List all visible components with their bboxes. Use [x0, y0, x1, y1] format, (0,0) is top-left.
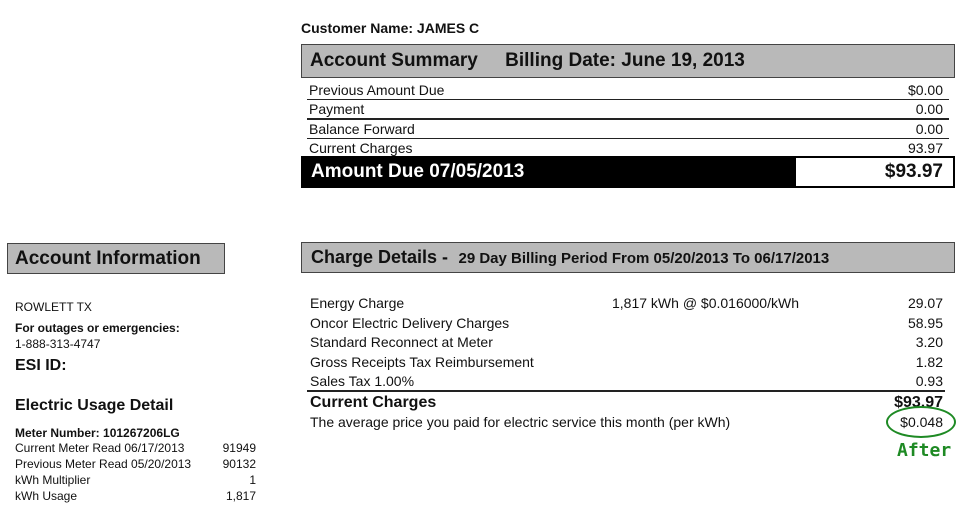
customer-name-line: [301, 20, 479, 36]
charge-row: [310, 314, 943, 332]
charge-row-label: Gross Receipts Tax Reimbursement: [310, 354, 534, 370]
usage-row-label: Current Meter Read 06/17/2013: [15, 441, 185, 455]
outage-label: For outages or emergencies:: [15, 321, 180, 335]
charge-row-label: Oncor Electric Delivery Charges: [310, 315, 510, 331]
charge-row-value: 58.95: [907, 315, 943, 331]
average-price-row: [310, 413, 943, 431]
charge-row: [310, 294, 943, 312]
charges-total-value: $93.97: [894, 394, 943, 411]
charge-row-label: Energy Charge: [310, 295, 405, 311]
usage-row-label: kWh Usage: [15, 489, 78, 503]
charge-row-value: 3.20: [915, 334, 943, 350]
average-price-label: The average price you paid for electric service this month (per kWh): [310, 414, 731, 430]
charge-row-label: Sales Tax 1.00%: [310, 373, 415, 389]
charge-row-label: Standard Reconnect at Meter: [310, 334, 493, 350]
charge-row: [310, 372, 943, 390]
summary-row-label: Previous Amount Due: [309, 82, 445, 98]
usage-row-value: 1,817: [225, 489, 256, 503]
highlight-circle: [886, 406, 956, 438]
charge-row-value: 0.93: [915, 373, 943, 389]
charges-total-row: [310, 393, 943, 413]
charge-row-detail: 1,817 kWh @ $0.016000/kWh: [612, 295, 799, 311]
usage-row-label: Previous Meter Read 05/20/2013: [15, 457, 192, 471]
charge-row: [310, 353, 943, 371]
account-summary-header: [301, 44, 955, 78]
esi-id-label: ESI ID:: [15, 357, 67, 374]
customer-name-value: JAMES C: [416, 20, 480, 36]
amount-due-label-box: [303, 158, 796, 186]
summary-row: [309, 139, 943, 157]
amount-due-label: Amount Due 07/05/2013: [311, 161, 525, 182]
usage-row: [15, 489, 256, 504]
charge-row-value: 1.82: [915, 354, 943, 370]
summary-row-label: Current Charges: [309, 140, 413, 156]
billing-date: Billing Date: June 19, 2013: [505, 50, 745, 71]
summary-row: [309, 120, 943, 138]
usage-row-value: 90132: [222, 457, 256, 471]
summary-row-value: 0.00: [915, 121, 943, 137]
usage-row: [15, 441, 256, 456]
usage-row: [15, 457, 256, 472]
charge-details-header: [301, 242, 955, 273]
meter-number: Meter Number: 101267206LG: [15, 426, 180, 440]
summary-row-value: 0.00: [915, 101, 943, 117]
amount-due-value: $93.97: [884, 161, 943, 182]
summary-row-label: Payment: [309, 101, 365, 117]
customer-name-label: Customer Name:: [301, 20, 414, 36]
after-annotation: After: [897, 440, 952, 461]
outage-phone: 1-888-313-4747: [15, 337, 101, 351]
usage-row-label: kWh Multiplier: [15, 473, 91, 487]
charge-details-title: Charge Details -: [311, 247, 449, 267]
charges-total-label: Current Charges: [310, 394, 437, 411]
usage-row-value: 1: [249, 473, 256, 487]
charges-total-divider: [307, 390, 945, 392]
account-information-header: [7, 243, 225, 274]
summary-row-value: 93.97: [907, 140, 943, 156]
account-information-title: Account Information: [15, 248, 201, 269]
usage-row-value: 91949: [222, 441, 256, 455]
summary-row-label: Balance Forward: [309, 121, 415, 137]
amount-due-bar: [301, 156, 955, 188]
charge-row-value: 29.07: [907, 295, 943, 311]
summary-row-value: $0.00: [907, 82, 943, 98]
summary-row: [309, 81, 943, 99]
charge-row: [310, 333, 943, 351]
account-summary-title: Account Summary: [310, 50, 478, 71]
usage-row: [15, 473, 256, 488]
billing-period: 29 Day Billing Period From 05/20/2013 To 06/17/2013: [458, 250, 830, 267]
summary-row: [309, 100, 943, 118]
location: ROWLETT TX: [15, 300, 92, 314]
usage-detail-title: Electric Usage Detail: [15, 397, 174, 414]
average-price-value: $0.048: [900, 414, 943, 430]
